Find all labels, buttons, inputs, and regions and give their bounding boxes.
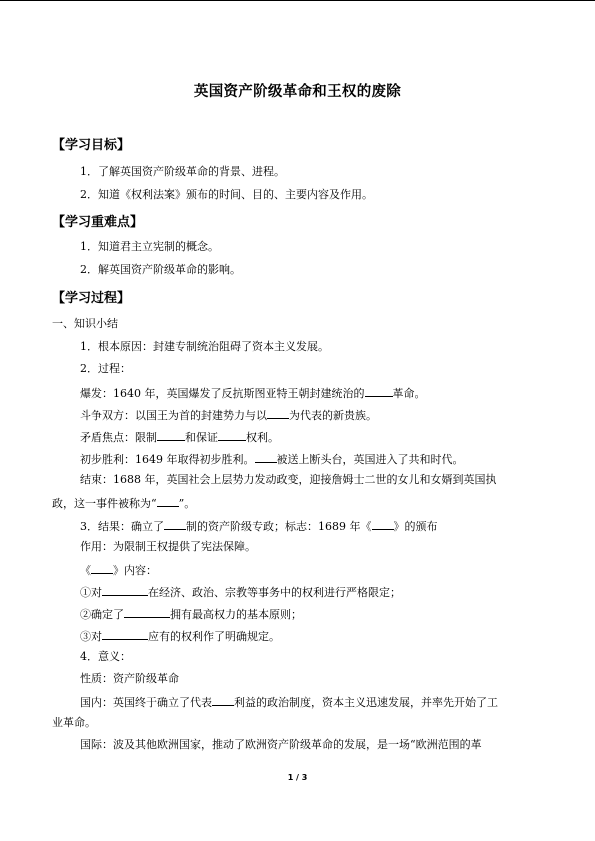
- text-line: ②确定了 拥有最高权力的基本原则；: [80, 608, 302, 621]
- text-line: 斗争双方：以国王为首的封建势力与以 为代表的新贵族。: [80, 409, 377, 422]
- section-heading-goals: 【学习目标】: [52, 138, 131, 153]
- text-line: 《 》内容：: [80, 564, 157, 577]
- fill-blank[interactable]: [218, 429, 246, 441]
- page-title: 英国资产阶级革命和王权的废除: [193, 84, 402, 100]
- top-border-line: [0, 0, 595, 1]
- fill-blank[interactable]: [164, 518, 186, 530]
- subsection-heading: 一、知识小结: [52, 317, 118, 330]
- fill-blank[interactable]: [102, 584, 148, 596]
- text-line: ③对 应有的权利作了明确规定。: [80, 630, 280, 643]
- text-line: 性质：资产阶级革命: [80, 672, 179, 685]
- text-line: 1．根本原因：封建专制统治阻碍了资本主义发展。: [80, 340, 329, 353]
- fill-blank[interactable]: [267, 407, 289, 419]
- text-line: 政，这一事件被称为“ ”。: [52, 497, 196, 510]
- text-line: 矛盾焦点：限制 和保证 权利。: [80, 431, 279, 444]
- fill-blank[interactable]: [91, 562, 113, 574]
- fill-blank[interactable]: [372, 518, 394, 530]
- section-heading-process: 【学习过程】: [52, 291, 131, 306]
- text-line: 结束：1688 年，英国社会上层势力发动政变，迎接詹姆士二世的女儿和女婿到英国执: [80, 473, 497, 486]
- text-line: 作用：为限制王权提供了宪法保障。: [80, 540, 256, 553]
- goal-item: 1．了解英国资产阶级革命的背景、进程。: [80, 165, 285, 178]
- text-line: 国际：波及其他欧洲国家，推动了欧洲资产阶级革命的发展，是一场“欧洲范围的革: [80, 738, 482, 751]
- text-line: 4．意义：: [80, 650, 131, 663]
- fill-blank[interactable]: [365, 385, 393, 397]
- section-heading-keypoints: 【学习重难点】: [52, 215, 144, 230]
- page-number: 1 / 3: [287, 773, 308, 782]
- keypoint-item: 1．知道君主立宪制的概念。: [80, 240, 219, 253]
- fill-blank[interactable]: [157, 495, 179, 507]
- fill-blank[interactable]: [255, 451, 277, 463]
- text-line: 3．结果：确立了 制的资产阶级专政；标志：1689 年《 》的颁布: [80, 520, 438, 533]
- text-line: 爆发：1640 年，英国爆发了反抗斯图亚特王朝封建统治的 革命。: [80, 387, 426, 400]
- fill-blank[interactable]: [124, 606, 170, 618]
- fill-blank[interactable]: [102, 628, 148, 640]
- goal-item: 2．知道《权利法案》颁布的时间、目的、主要内容及作用。: [80, 188, 373, 201]
- fill-blank[interactable]: [212, 694, 234, 706]
- fill-blank[interactable]: [157, 429, 185, 441]
- text-line: 业革命。: [52, 716, 96, 729]
- keypoint-item: 2．解英国资产阶级革命的影响。: [80, 263, 241, 276]
- text-line: 国内：英国终于确立了代表 利益的政治制度，资本主义迅速发展，并率先开始了工: [80, 696, 498, 709]
- text-line: 2．过程：: [80, 362, 131, 375]
- text-line: ①对 在经济、政治、宗教等事务中的权利进行严格限定；: [80, 586, 401, 599]
- text-line: 初步胜利：1649 年取得初步胜利。 被送上断头台，英国进入了共和时代。: [80, 453, 464, 466]
